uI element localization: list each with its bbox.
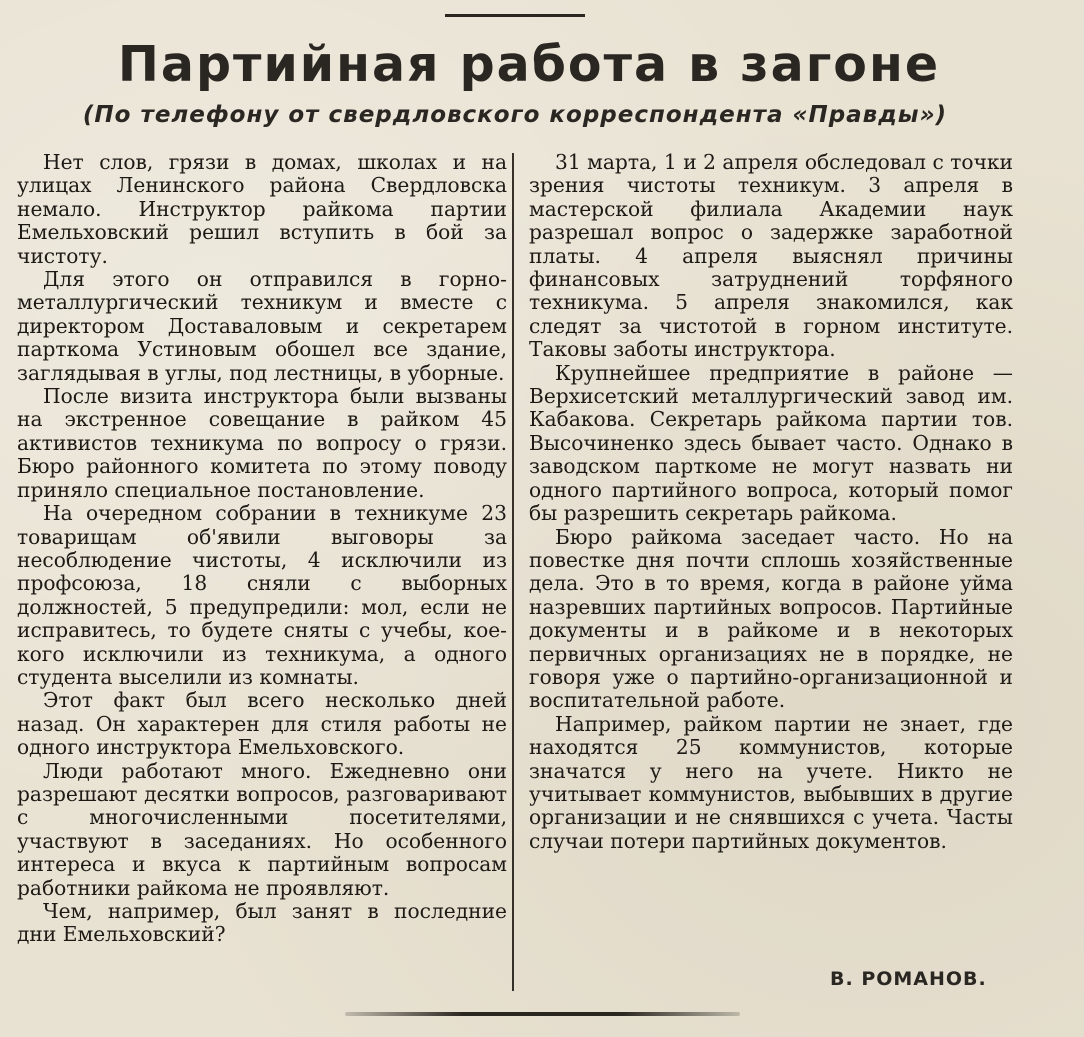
paragraph: После визита инструктора были вызваны на экстренное совещание в райком 45 активистов техникума по вопросу о грязи. Бюро районного комитета по этому поводу приняло специальное постановление. (17, 384, 507, 502)
bottom-rule (345, 1012, 740, 1016)
paragraph: Крупнейшее предприятие в районе — Верхисетский металлургический завод им. Кабакова. Секретарь райкома партии тов. Высочиненко здесь бывает часто. Однако в заводском парткоме не могут назвать ни одного партийного вопроса, который помог бы разрешить секретарь райкома. (529, 360, 1013, 526)
paragraph: Чем, например, был занят в последние дни Емельховский? (17, 899, 507, 947)
paragraph: Этот факт был всего несколько дней назад. Он характерен для стиля работы не одного инструктора Емельховского. (17, 688, 507, 760)
paragraph: На очередном собрании в техникуме 23 товарищам об'явили выговоры за несоблюдение чистоты, 4 исключили из профсоюза, 18 сняли с выборных должностей, 5 предупредили: мол, если не исправитесь, то будете сняты с учебы, кое-кого исключили из техникума, а одного студента выселили из комнаты. (17, 501, 507, 689)
author-signature: В. РОМАНОВ. (830, 968, 987, 990)
right-column (529, 151, 1013, 853)
article-headline: Партийная работа в загоне (117, 36, 941, 93)
paragraph: Для этого он отправился в горно-металлургический техникум и вместе с директором Доставаловым и секретарем парткома Устиновым обошел все здание, заглядывая в углы, под лестницы, в уборные. (17, 267, 507, 385)
column-divider (512, 153, 514, 991)
top-rule (445, 14, 585, 17)
paragraph: Бюро райкома заседает часто. Но на повестке дня почти сплошь хозяйственные дела. Это в то время, когда в районе уйма назревших партийных вопросов. Партийные документы и в райкоме и в некоторых первичных организациях не в порядке, не говоря уже о партийно-организационной и воспитательной работе. (529, 524, 1013, 713)
paragraph: Нет слов, грязи в домах, школах и на улицах Ленинского района Свердловска немало. Инструктор райкома партии Емельховский решил вступить в бой за чистоту. (17, 150, 507, 268)
paragraph: Например, райком партии не знает, где находятся 25 коммунистов, которые значатся у него на учете. Никто не учитывает коммунистов, выбывших в другие организации и не снявшихся с учета. Часты случаи потери партийных документов. (529, 711, 1013, 853)
paragraph: 31 марта, 1 и 2 апреля обследовал с точки зрения чистоты техникум. 3 апреля в мастерской филиала Академии наук разрешал вопрос о задержке заработной платы. 4 апреля выяснял причины финансовых затруднений торфяного техникума. 5 апреля знакомился, как следят за чистотой в горном институте. Таковы заботы инструктора. (529, 150, 1013, 362)
left-column (17, 151, 507, 947)
paragraph: Люди работают много. Ежедневно они разрешают десятки вопросов, разговаривают с многочисленными посетителями, участвуют в заседаниях. Но особенного интереса и вкуса к партийным вопросам работники райкома не проявляют. (17, 758, 507, 900)
article-subheadline: (По телефону от свердловского корреспондента «Правды») (82, 102, 948, 128)
